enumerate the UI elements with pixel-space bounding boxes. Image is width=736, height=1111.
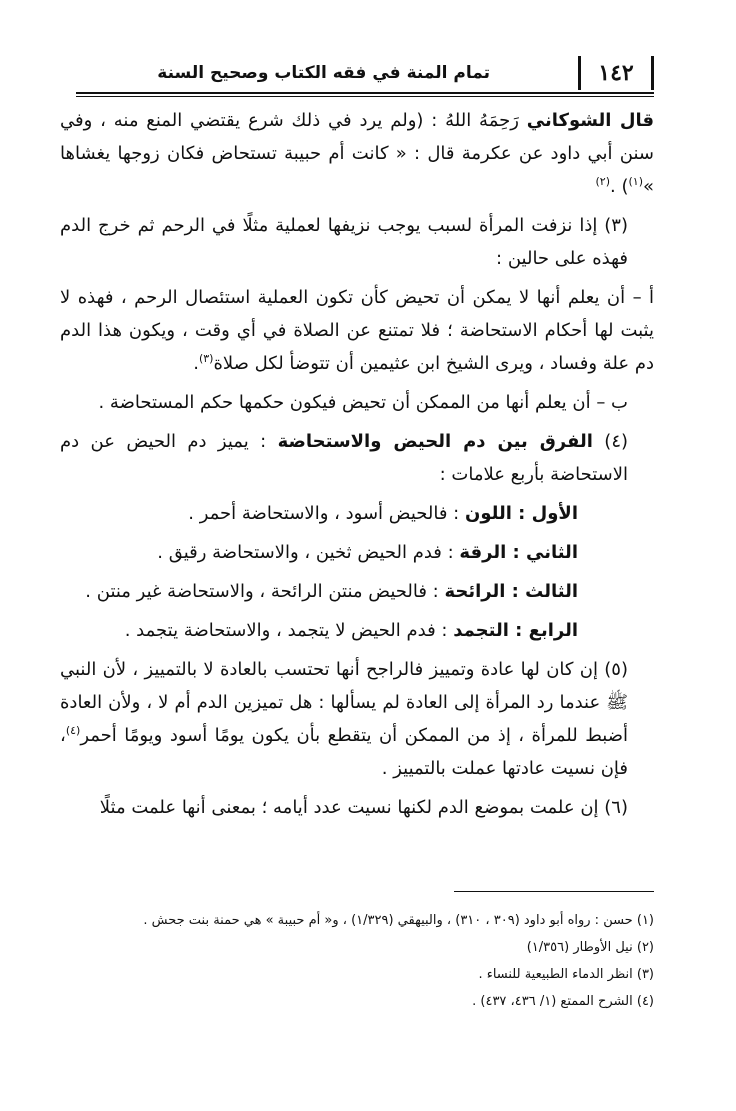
shawkani-text: رَحِمَهُ اللهُ : (ولم يرد في ذلك شرع يقتضي المنع منه ، وفي سنن أبي داود عن عكرمة قال : « كانت أم حبيبة تستحاض فكان زوجها يغشاها » xyxy=(60,110,654,197)
paragraph-6: (٦) إن علمت بموضع الدم لكنها نسيت عدد أيامه ؛ بمعنى أنها علمت مثلًا xyxy=(99,797,628,818)
paragraph-3a xyxy=(60,281,654,380)
paragraph-3b: ب – أن يعلم أنها من الممكن أن تحيض فيكون حكمها حكم المستحاضة . xyxy=(98,392,628,413)
paragraph-3a-tail: . xyxy=(193,353,199,374)
paragraph-4-num: (٤) xyxy=(592,431,629,452)
paragraph-shawkani xyxy=(60,104,654,203)
header-rule xyxy=(76,92,654,94)
footnote-2: (٢) نيل الأوطار (١/٣٥٦) xyxy=(526,940,654,955)
running-title xyxy=(76,56,576,90)
sign-3-text: : فالحيض منتن الرائحة ، والاستحاضة غير منتن . xyxy=(85,581,445,602)
page-header xyxy=(76,56,654,90)
paragraph-4 xyxy=(60,425,654,491)
paragraph-4-text: : يميز دم الحيض عن دم الاستحاضة بأربع علامات : xyxy=(60,431,628,485)
footnote-3: (٣) انظر الدماء الطبيعية للنساء . xyxy=(478,967,654,982)
footnote-ref-4[interactable]: (٤) xyxy=(65,724,81,737)
footnotes xyxy=(60,908,654,1016)
footnote-separator xyxy=(454,891,654,892)
paragraph-4-heading: الفرق بين دم الحيض والاستحاضة xyxy=(277,431,593,452)
sign-3 xyxy=(60,575,654,608)
footnote-ref-2[interactable]: (٢) xyxy=(595,175,610,188)
footnote-ref-1[interactable]: (١) xyxy=(628,175,643,188)
sign-1-text: : فالحيض أسود ، والاستحاضة أحمر . xyxy=(188,503,465,524)
page-number: ١٤٢ xyxy=(578,56,654,90)
sign-2-label: الثاني : الرقة xyxy=(459,542,578,563)
shawkani-lead: قال الشوكاني xyxy=(526,110,655,131)
sign-2 xyxy=(60,536,654,569)
sign-4 xyxy=(60,614,654,647)
paragraph-5 xyxy=(60,653,654,785)
paragraph-5-text: (٥) إن كان لها عادة وتمييز فالراجح أنها تحتسب بالعادة لا بالتمييز ، لأن النبي ﷺ عندما رد المرأة إلى العادة لم يسألها : هل تميزين الدم أم لا ، ولأن العادة أضبط للمرأة ، إذ من الممكن أن يتقطع بأن يكون يومًا أسود ويومًا أحمر xyxy=(60,659,628,746)
paragraph-3a-text: أ – أن يعلم أنها لا يمكن أن تحيض كأن تكون العملية استئصال الرحم ، فهذه لا يثبت لها أحكام الاستحاضة ؛ فلا تمتنع عن الصلاة في أي وقت ، ويكون هذا الدم دم علة وفساد ، ويرى الشيخ ابن عثيمين أن تتوضأ لكل صلاة xyxy=(60,287,654,374)
sign-2-text: : فدم الحيض ثخين ، والاستحاضة رقيق . xyxy=(157,542,460,563)
shawkani-tail: ) . xyxy=(610,176,629,197)
main-text xyxy=(60,104,654,830)
footnote-ref-3[interactable]: (٣) xyxy=(198,352,214,365)
sign-1-label: الأول : اللون xyxy=(464,503,578,524)
header-rule-thin xyxy=(76,96,654,97)
sign-4-text: : فدم الحيض لا يتجمد ، والاستحاضة يتجمد . xyxy=(124,620,454,641)
footnote-1: (١) حسن : رواه أبو داود (٣٠٩ ، ٣١٠) ، والبيهقي (١/٣٢٩) ، و« أم حبيبة » هي حمنة بنت جحش . xyxy=(143,913,654,928)
running-title-text: تمام المنة في فقه الكتاب وصحيح السنة xyxy=(157,63,490,83)
sign-1 xyxy=(60,497,654,530)
paragraph-3: (٣) إذا نزفت المرأة لسبب يوجب نزيفها لعملية مثلًا في الرحم ثم خرج الدم فهذه على حالين : xyxy=(60,215,628,269)
paragraph-5-tail: ، فإن نسيت عادتها عملت بالتمييز . xyxy=(60,725,628,779)
sign-3-label: الثالث : الرائحة xyxy=(444,581,578,602)
footnote-4: (٤) الشرح الممتع (١/ ٤٣٦، ٤٣٧) . xyxy=(472,994,654,1009)
sign-4-label: الرابع : التجمد xyxy=(453,620,578,641)
